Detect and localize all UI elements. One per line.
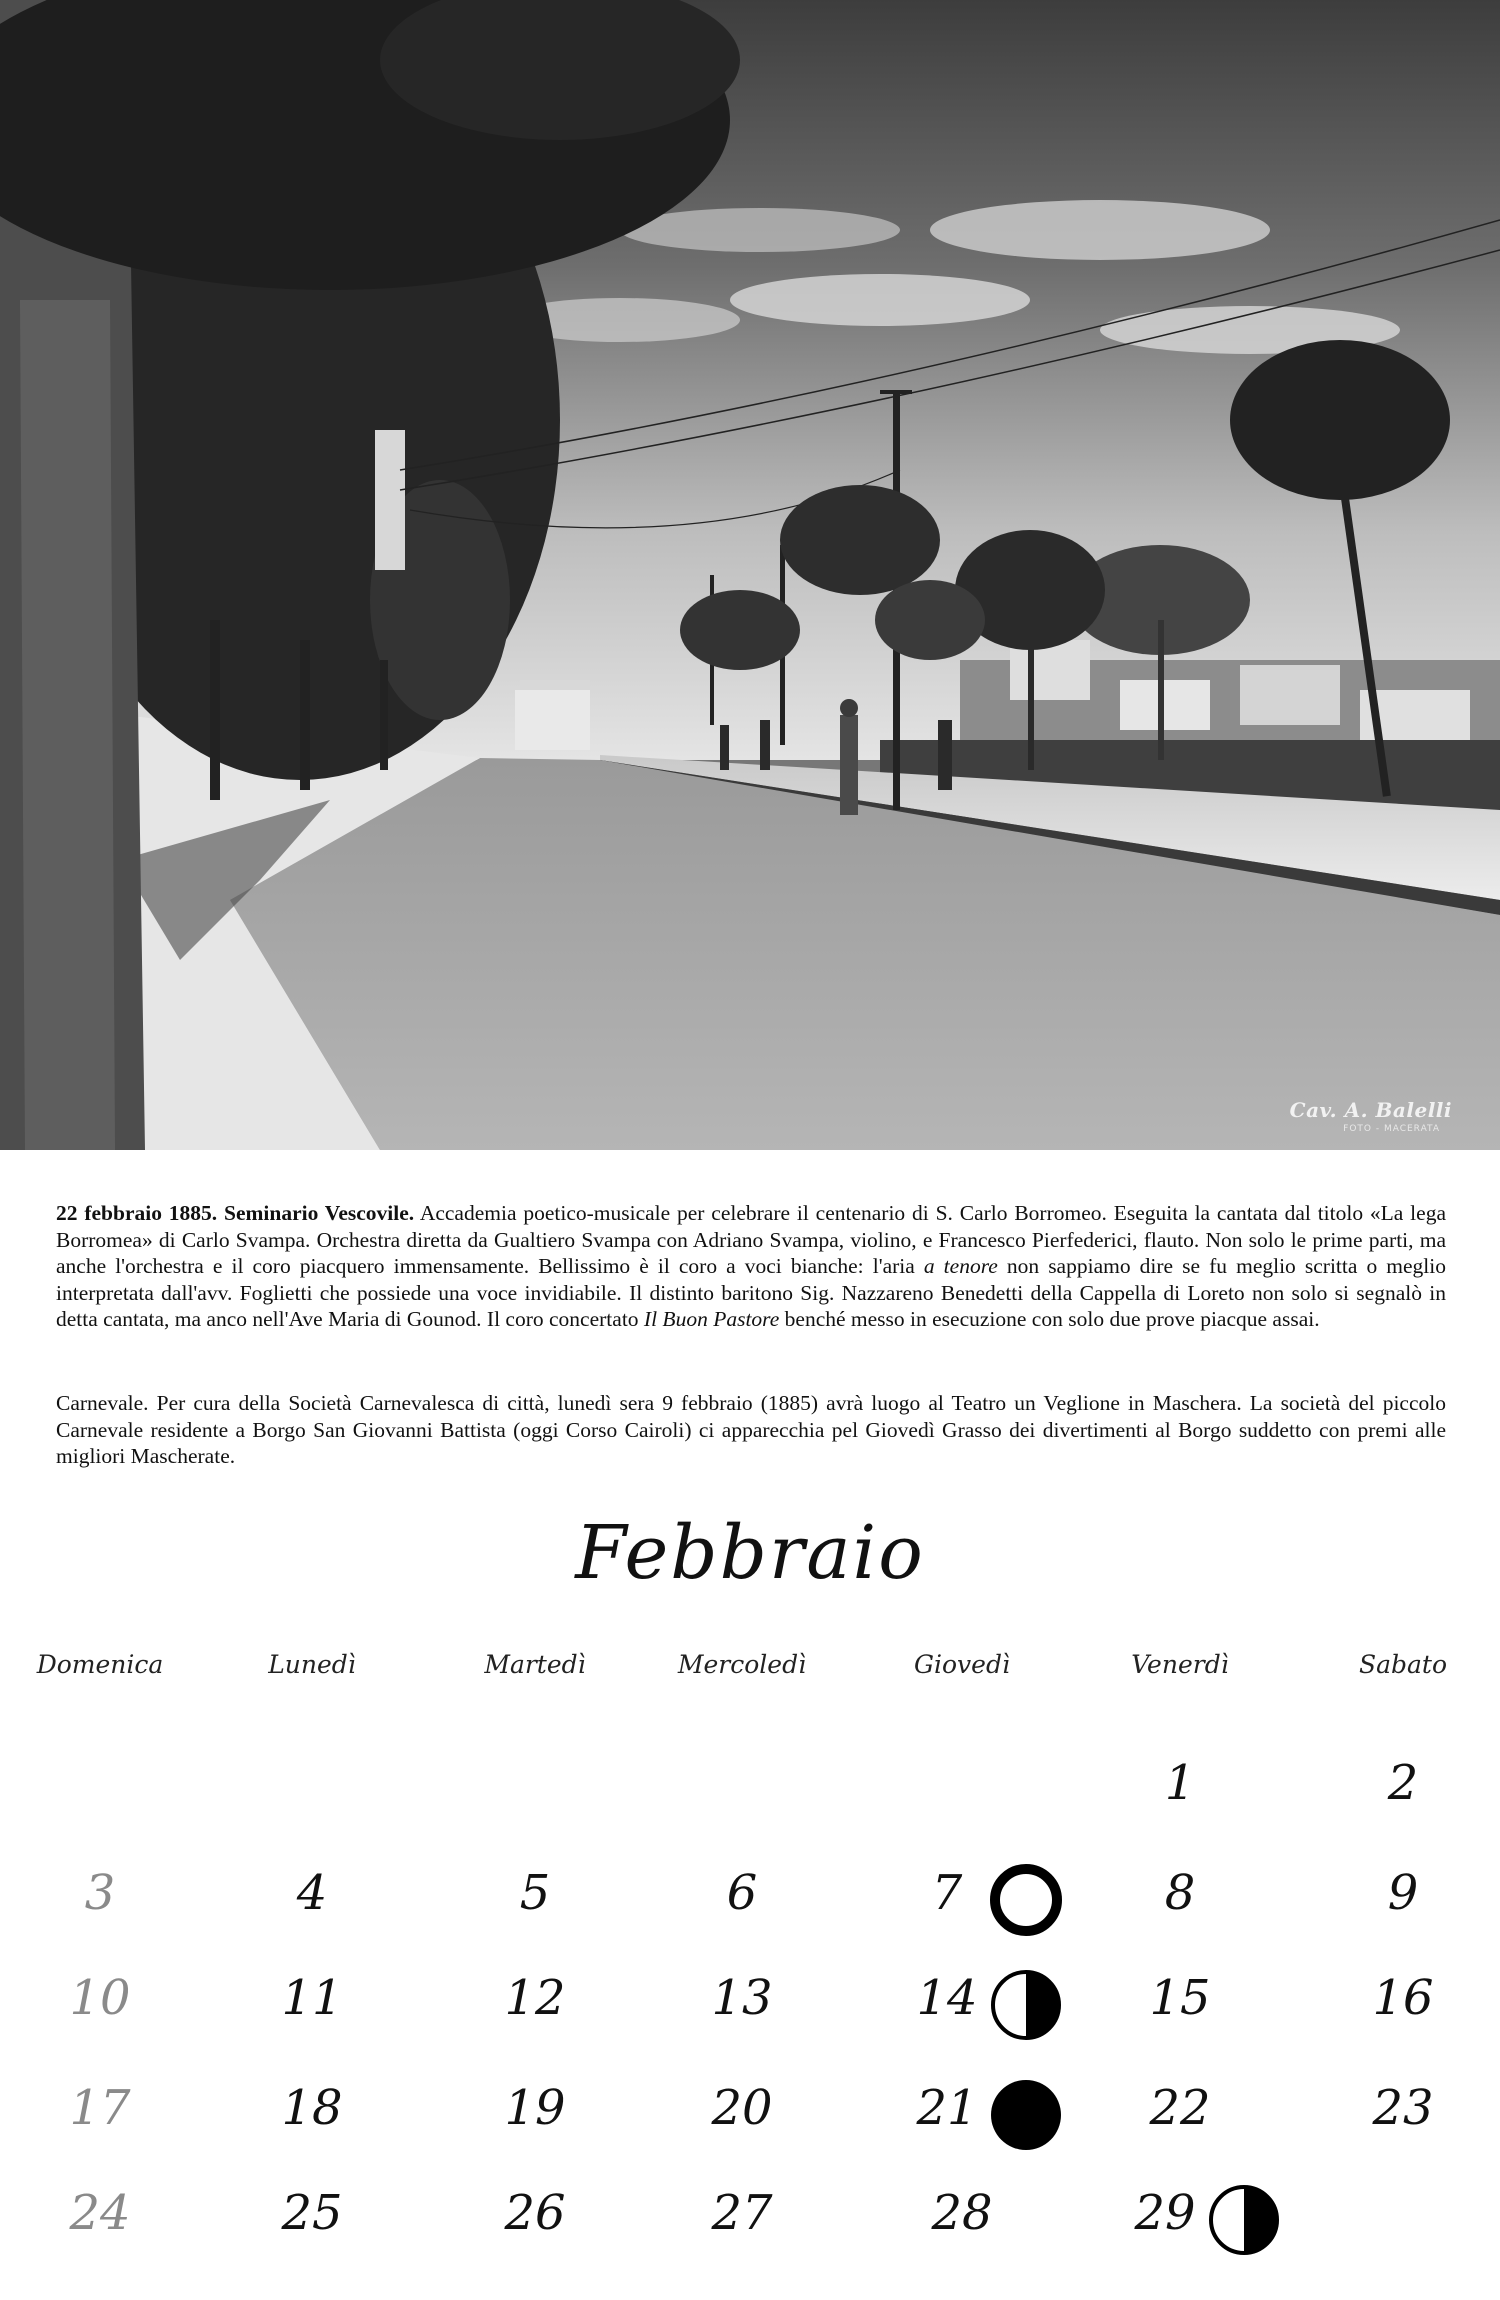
paragraph-italic: a tenore <box>923 1254 998 1278</box>
calendar-day: 19 <box>504 2080 566 2136</box>
calendar-day: 14 <box>916 1970 978 2026</box>
calendar-day: 4 <box>296 1865 328 1921</box>
photo-credit: Cav. A. Balelli <box>1289 1098 1452 1122</box>
weekday-header: Domenica <box>36 1650 164 1679</box>
calendar-day: 27 <box>711 2185 773 2241</box>
calendar-day: 6 <box>726 1865 758 1921</box>
paragraph-seminario <box>56 1200 1446 1333</box>
paragraph-text: Accademia poetico-musicale per celebrare il centenario di S. Carlo Borromeo. Eseguita la cantata dal titolo «La lega Borromea» di Carlo Svampa. Orchestra diretta da Gualtiero Svampa con Adriano Svampa, violino, e Francesco Pierfederici, flauto. Non solo le prime parti, ma anche l'orchestra e il coro piacquero immensamente. Bellissimo è il coro a voci bianche: l'aria <box>56 1201 1446 1278</box>
calendar-day: 20 <box>711 2080 773 2136</box>
month-title: Febbraio <box>575 1510 925 1596</box>
weekday-header: Mercoledì <box>677 1650 807 1679</box>
calendar-day: 15 <box>1149 1970 1211 2026</box>
calendar-day: 26 <box>504 2185 566 2241</box>
calendar-day: 24 <box>69 2185 131 2241</box>
new-moon-icon <box>989 2078 1063 2152</box>
calendar-day: 29 <box>1134 2185 1196 2241</box>
calendar-day: 12 <box>504 1970 566 2026</box>
calendar-day: 9 <box>1387 1865 1419 1921</box>
weekday-header: Sabato <box>1358 1650 1448 1679</box>
paragraph-carnevale: Carnevale. Per cura della Società Carnevalesca di città, lunedì sera 9 febbraio (1885) avrà luogo al Teatro un Veglione in Maschera. La società del piccolo Carnevale residente a Borgo San Giovanni Battista (oggi Corso Cairoli) ci apparecchia pel Giovedì Grasso dei divertimenti al Borgo suddetto con premi alle migliori Mascherate. <box>56 1391 1446 1468</box>
calendar-day: 13 <box>711 1970 773 2026</box>
paragraph-text: benché messo in esecuzione con solo due prove piacque assai. <box>779 1307 1320 1331</box>
paragraph-text: non sappiamo dire se fu meglio scritta o meglio interpretata dall'avv. Foglietti che possiede una voce invidiabile. Il distinto baritono Sig. Nazzareno Benedetti della Cappella di Loreto non solo si segnalò in detta cantata, ma anco nell'Ave Maria di Gounod. Il coro concertato <box>56 1254 1446 1331</box>
calendar-day: 10 <box>69 1970 131 2026</box>
weekday-header: Martedì <box>484 1650 586 1679</box>
calendar-day: 7 <box>931 1865 963 1921</box>
calendar-day: 25 <box>281 2185 343 2241</box>
paragraph-italic: Il Buon Pastore <box>643 1307 780 1331</box>
weekday-header: Venerdì <box>1131 1650 1229 1679</box>
calendar-day: 11 <box>281 1970 343 2026</box>
calendar-day: 23 <box>1372 2080 1434 2136</box>
calendar-day: 16 <box>1372 1970 1434 2026</box>
weekday-header: Lunedì <box>268 1650 356 1679</box>
calendar-day: 1 <box>1164 1755 1196 1811</box>
calendar-day: 8 <box>1164 1865 1196 1921</box>
calendar-day: 3 <box>84 1865 116 1921</box>
calendar-day: 18 <box>281 2080 343 2136</box>
calendar-day: 21 <box>916 2080 978 2136</box>
calendar-day: 17 <box>69 2080 131 2136</box>
first-quarter-icon <box>1207 2183 1281 2257</box>
calendar-day: 28 <box>931 2185 993 2241</box>
photo-credit-subtitle: FOTO - MACERATA <box>1343 1124 1440 1134</box>
paragraph-heading: 22 febbraio 1885. Seminario Vescovile. <box>56 1201 415 1225</box>
calendar-day: 2 <box>1387 1755 1419 1811</box>
calendar-day: 22 <box>1149 2080 1211 2136</box>
last-quarter-icon <box>989 1968 1063 2042</box>
full-moon-icon <box>989 1863 1063 1937</box>
weekday-header: Giovedì <box>914 1650 1010 1679</box>
calendar-day: 5 <box>519 1865 551 1921</box>
